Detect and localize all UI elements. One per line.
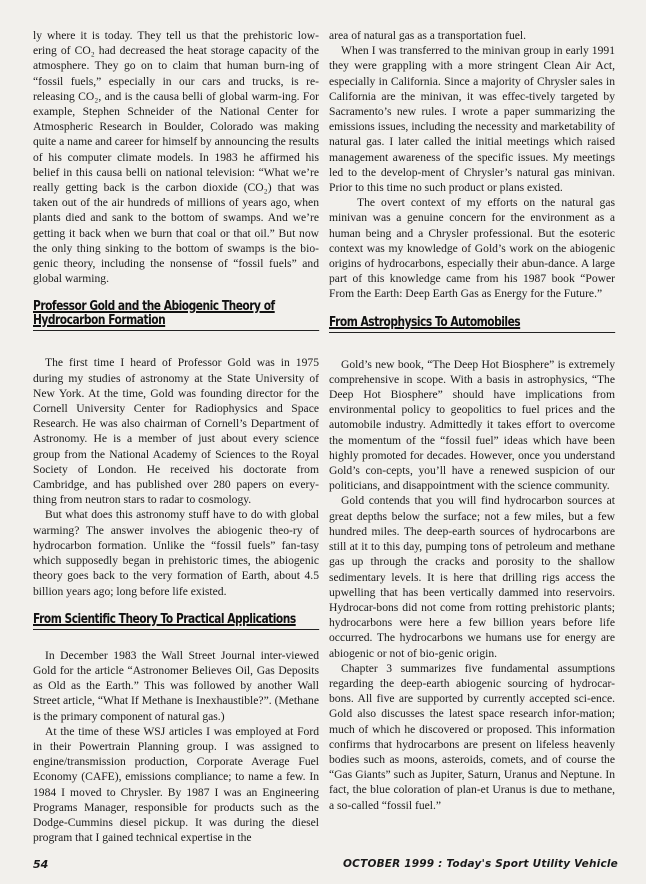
page-number: 54 xyxy=(33,858,49,871)
paragraph: ly where it is today. They tell us that the prehistoric low-ering of CO₂ had decreased the heat storage capacity of the atmosphere. They go on to claim that human burn-ing of “fossil fuels,” especially in our cars and trucks, is re-releasing CO₂, and is the causa belli of global warm-ing. For example, Stephen Schneider of the National Center for Atmospheric Research in Boulder, Colorado was making quite a name and career for himself by announcing the results of his computer climate models. In 1983 he affirmed his belief in this causa belli on national television: “What we’re really getting back is the carbon dioxide (CO₂) that was taken out of the air hundreds of millions of years ago, when plants died and sank to the bottom of swamps. And we’re getting it back when we burn that coal or that oil.” But now the only thing sinking to the bottom of swamps is the bio-genic theory, including the nonsense of “fossil fuels” and global warming. xyxy=(33,29,319,286)
right-column xyxy=(329,28,615,813)
paragraph: In December 1983 the Wall Street Journal inter-viewed Gold for the article “Astronomer Believes Oil, Gas Deposits as Old as the Earth.” This was followed by another Wall Street article, “What If Methane is Inexhaustible?”. (Methane is the primary component of natural gas.) xyxy=(33,648,319,723)
paragraph: But what does this astronomy stuff have to do with global warming? The answer involves the abiogenic theo-ry of hydrocarbon formation. Unlike the “fossil fuels” fan-tasy which supposedly began in prehistoric times, the abiogenic theory goes back to the very formation of Earth, about 4.5 billion years ago; long before life existed. xyxy=(33,508,319,598)
paragraph: Chapter 3 summarizes five fundamental assumptions regarding the deep-earth abiogenic sourcing of hydrocar-bons. All five are supported by currently accepted sci-ence. Gold also discusses the latest space research infor-mation; much of which he discovered or proposed. This information confirms that hydrocarbons are present on lifeless heavenly bodies such as moons, asteroids, comets, and of course the “Gas Giants” such as Jupiter, Saturn, Uranus and Neptune. In fact, the blue coloration of plan-et Uranus is due to methane, a so-called “fossil fuel.” xyxy=(329,661,615,812)
paragraph: At the time of these WSJ articles I was employed at Ford in their Powertrain Planning group. I was assigned to engine/transmission production, Corporate Average Fuel Economy (CAFE), emissions compliance; to name a few. In 1984 I moved to Chrysler. By 1987 I was an Engineering Programs Manager, responsible for products such as the Dodge-Cummins diesel pickup. It was during the diesel program that I gained technical expertise in the xyxy=(33,724,319,845)
section-heading: From Scientific Theory To Practical Applications xyxy=(33,613,319,630)
paragraph: The first time I heard of Professor Gold was in 1975 during my studies of astronomy at the State University of New York. At the time, Gold was founding director for the Cornell University Center for Radiophysics and Space Research. He was also chairman of Cornell’s Department of Astronomy. He is a member of just about every science group from the National Academy of Sciences to the Royal Society of London. He received his doctorate from Cambridge, and has published over 280 papers on every-thing from neutron stars to radar to cosmology. xyxy=(33,356,319,507)
left-column xyxy=(33,28,319,845)
paragraph: area of natural gas as a transportation fuel. xyxy=(329,29,527,42)
paragraph: When I was transferred to the minivan group in early 1991 they were grappling with a more stringent Clean Air Act, especially in California. Since a majority of Chrysler sales in California are the minivan, it was effec-tively targeted by Sacramento’s new rules. I wrote a paper summarizing the emissions issues, including the necessity and marketability of natural gas. I later called the initial meetings which raised management awareness of the specific issues. My meetings led to the develop-ment of Chrysler’s natural gas minivan. Prior to this time no such product or plans existed. xyxy=(329,44,615,195)
section-heading: From Astrophysics To Automobiles xyxy=(329,316,615,333)
issue-footer: OCTOBER 1999 : Today's Sport Utility Vehicle xyxy=(343,858,618,870)
paragraph: Gold’s new book, “The Deep Hot Biosphere” is extremely comprehensive in scope. With a basis in astrophysics, “The Deep Hot Biosphere” should have implications from environmental policy to geopolitics to fuel prices and the automobile industry. Admittedly it takes effort to overcome the momentum of the “fossil fuel” ideas which have been highly promoted for decades. However, once you understand Gold’s con-cepts, you’ll have a renewed suspicion of our politicians, and disappointment with the science community. xyxy=(329,357,615,493)
paragraph: The overt context of my efforts on the natural gas minivan was a genuine concern for the environment as a human being and a Chrysler professional. But the esoteric context was my knowledge of Gold’s work on the abiogenic origins of hydrocarbons, especially their abun-dance. A large part of this knowledge came from his 1987 book “Power From the Earth: Deep Earth Gas as Energy for the Future.” xyxy=(329,196,615,301)
section-heading: Professor Gold and the Abiogenic Theory of Hydrocarbon Formation xyxy=(33,300,319,331)
paragraph: Gold contends that you will find hydrocarbon sources at great depths below the surface; not a few miles, but a few hundred miles. The deep-earth sources of hydrocarbons are still at it to this day, pumping tons of petroleum and methane gas up through the cracks and porosity to the shallow sedimentary levels. It is here that drilling rigs access the upwelling that has been vertically dammed into reservoirs. Hydrocar-bons did not come from rotting prehistoric plants; hydrocarbons were here a few billion years before life occurred. The hydrocarbons we humans use for energy are abiogenic or not of bio-genic origin. xyxy=(329,494,615,660)
